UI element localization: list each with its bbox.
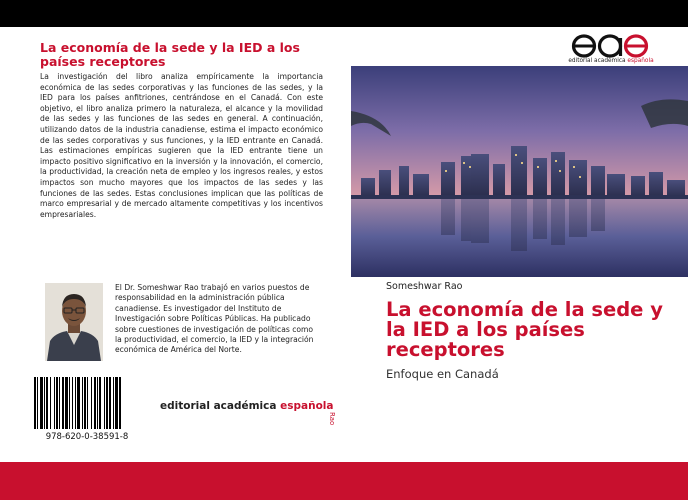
logo-caption-accent: española (627, 58, 654, 64)
spine-author: Rao (328, 412, 336, 426)
front-subtitle: Enfoque en Canadá (386, 367, 499, 381)
back-publisher-accent: española (280, 400, 334, 412)
front-author: Someshwar Rao (386, 281, 463, 292)
back-description: La investigación del libro analiza empíricamente la importancia económica de las sedes corporativas y las funciones de las sedes, y la IED para los países anfitriones, centrándose en el Canadá. Con este objetivo, el libro analiza primero la naturaleza, el alcance y la movilidad de las sedes y las funciones de las sedes en general. A continuación, utilizando datos de la industria canadiense, estima el impacto económico de las sedes corporativas y sus funciones, y la IED entrante en Canadá. Las estimaciones empíricas sugieren que la IED entrante tiene un impacto positivo significativo en la inversión y la innovación, el comercio, la productividad, la creación neta de empleo y los ingresos reales, y estos impactos son mucho mayores que los impactos de las sedes y las funciones de las sedes. Estas conclusiones implican que las políticas de marco empresarial y de mercado altamente competitivas y los incentivos empresariales. (40, 72, 323, 219)
logo-caption (566, 58, 656, 64)
logo-caption-main: editorial académica (568, 58, 628, 64)
isbn: 978-620-0-38591-8 (45, 432, 129, 442)
back-publisher-main: editorial académica (160, 400, 281, 412)
top-bar (0, 0, 688, 27)
author-bio: El Dr. Someshwar Rao trabajó en varios puestos de responsabilidad en la administración pública canadiense. Es investigador del Instituto de Investigación sobre Políticas Públicas. Ha publicado sobre cuestiones de investigación de políticas como la productividad, el comercio, la IED y la integración económica de América del Norte. (115, 283, 314, 355)
author-photo (45, 283, 103, 361)
back-title: La economía de la sede y la IED a los países receptores (40, 40, 300, 69)
back-publisher (160, 400, 333, 412)
front-title: La economía de la sede y la IED a los países receptores (386, 298, 663, 361)
barcode-icon (32, 377, 137, 429)
city-skyline-image (351, 66, 688, 277)
bottom-bar (0, 462, 688, 500)
